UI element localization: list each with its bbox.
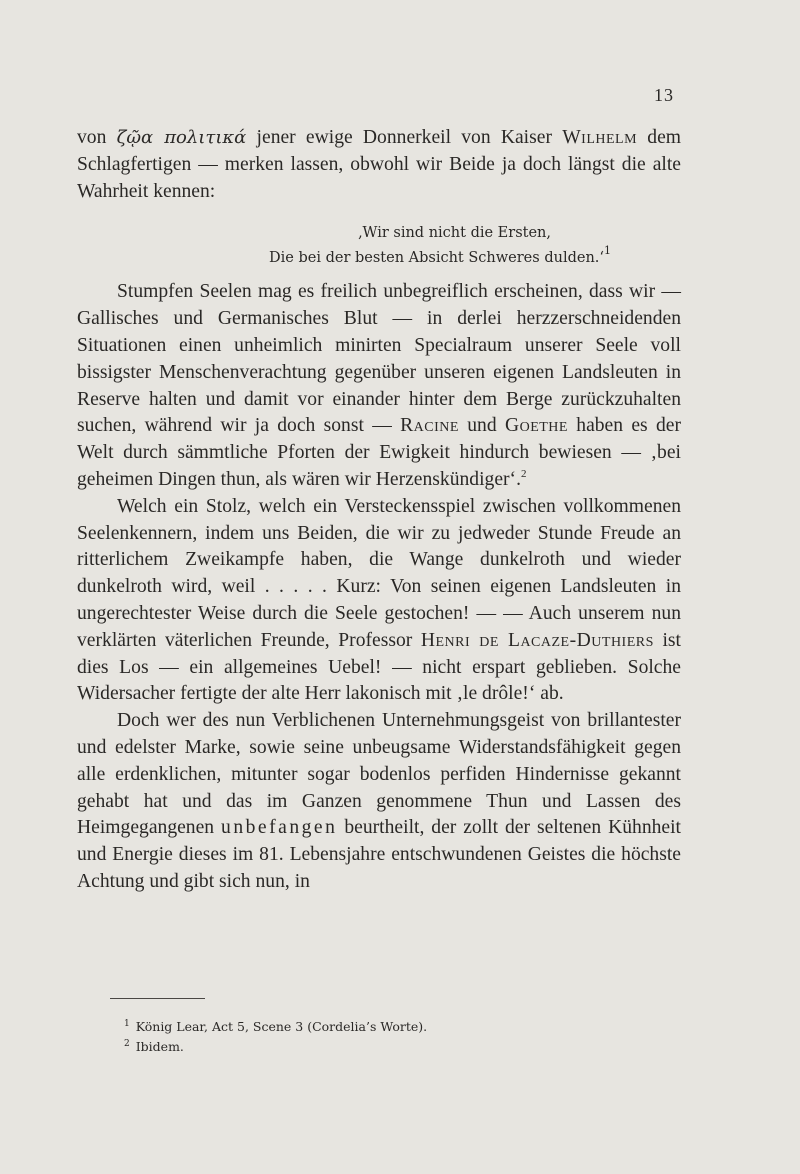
text-run: Doch wer des nun Verblichenen Unternehmungsgeist von brillantester und edelster Marke, sowie seine unbeugsame Widerstandsfähigkeit gegen alle erdenklichen, mitunter sogar bodenlos perfiden Hindernisse gekannt gehabt hat und das im Ganzen genommene Thun und Lassen des Heimgegangenen [77,710,681,839]
quote-line-2-text: Die bei der besten Absicht Schweres dulden.‘ [269,250,604,267]
paragraph-1 [77,125,681,205]
footnotes [124,1017,427,1057]
footnote-2 [124,1037,427,1057]
paragraph-2 [77,279,681,493]
spaced-word: unbefangen [221,817,338,839]
text-run: ist dies Los — ein allgemeines Uebel! — nicht erspart geblieben. Solche Widersacher fertigte der alte Herr lakonisch mit ‚le drôle!‘ ab. [77,629,681,705]
text-run: beurtheilt, der zollt der seltenen Kühnheit und Energie dieses im 81. Lebensjahre entschwundenen Geistes die höchste Achtung und gibt sich nun, in [77,817,681,892]
text-run: haben es der Welt durch sämmtliche Pforten der Ewigkeit hindurch bewiesen — ‚bei geheimen Dingen thun, als wären wir Herzenskündiger‘. [77,415,681,490]
text-run: und [458,415,505,437]
verse-quote [77,221,681,271]
paragraph-3 [77,494,681,708]
footnote-ref-1: 1 [604,244,611,258]
footnote-text: König Lear, Act 5, Scene 3 (Cordelia’s Worte). [135,1019,428,1034]
text-run: dem Schlagfertigen — merken lassen, obwohl wir Beide ja doch längst die alte Wahrheit kennen: [77,127,682,202]
name-smallcaps: Wilhelm [562,127,638,148]
text-run: jener ewige Donnerkeil von Kaiser [246,127,563,148]
quote-line-1: ‚Wir sind nicht die Ersten, [357,225,551,242]
text-run: Stumpfen Seelen mag es freilich unbegreiflich erscheinen, dass wir — Gallisches und Germanisches Blut — in derlei herzzerschneidenden Situationen einen unheimlich minirten Specialraum unserer Seele voll bissigster Menschenverachtung gegenüber unseren eigenen Landsleuten in Reserve halten und damit vor einander hinter dem Berge zurückzuhalten suchen, während wir ja doch sonst — [77,281,681,437]
name-smallcaps: Goethe [504,415,568,437]
footnote-1 [124,1017,427,1037]
body-text [77,125,681,896]
greek-phrase: ζῷα πολιτικά [116,127,247,148]
name-smallcaps: Racine [400,415,459,437]
footnote-number: 2 [124,1039,130,1049]
footnote-text: Ibidem. [135,1039,184,1054]
footnote-ref-2: 2 [520,467,527,480]
footnote-number: 1 [124,1019,130,1029]
name-smallcaps: Henri de Lacaze-Duthiers [420,629,654,651]
page-number: 13 [654,85,674,105]
paragraph-4 [77,708,681,896]
text-run: Welch ein Stolz, welch ein Versteckensspiel zwischen vollkommenen Seelenkennern, indem uns Beiden, die wir zu jedweder Stunde Freude an ritterlichem Zweikampfe haben, die Wange dunkelroth und wieder dunkelroth wird, weil . . . . . Kurz: Von seinen eigenen Landsleuten in ungerechtester Weise durch die Seele gestochen! — — Auch unserem nun verklärten väterlichen Freunde, Professor [77,495,681,651]
text-run: von [77,127,117,148]
footnote-rule [110,998,205,999]
quote-line-2 [77,246,611,271]
